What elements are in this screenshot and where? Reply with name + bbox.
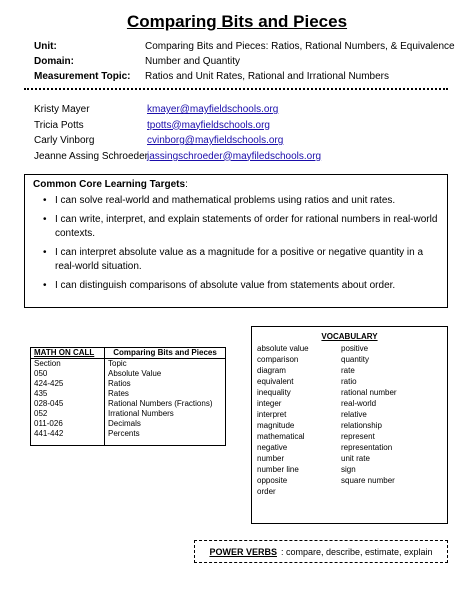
table-header-row	[31, 348, 226, 359]
vocabulary-term: mathematical	[257, 432, 305, 441]
vocabulary-term: number	[257, 454, 285, 463]
vocabulary-term: positive	[341, 344, 369, 353]
contact-email-link[interactable]: tpotts@mayfieldschools.org	[147, 119, 270, 131]
vocabulary-term: magnitude	[257, 421, 295, 430]
measurement-topic-row	[34, 69, 455, 84]
bullet-icon: •	[43, 280, 47, 291]
measurement-topic-value: Ratios and Unit Rates, Rational and Irrational Numbers	[145, 71, 390, 82]
vocabulary-columns	[252, 343, 447, 497]
section-cell: 028-045	[31, 399, 105, 409]
contact-item	[34, 118, 321, 134]
section-cell: 435	[31, 389, 105, 399]
learning-target-item: • I can solve real-world and mathematical problems using ratios and unit rates.	[43, 195, 396, 206]
learning-target-item: • I can interpret absolute value as a magnitude for a positive or negative quantity in a real-world situation.	[43, 247, 424, 272]
table-row	[31, 429, 226, 439]
learning-target-item: • I can distinguish comparisons of absolute value from statements about order.	[43, 280, 396, 291]
vocabulary-term: opposite	[257, 476, 288, 485]
power-verbs-label: POWER VERBS	[209, 546, 277, 557]
vocabulary-term: equivalent	[257, 377, 294, 386]
contact-email-link[interactable]: cvinborg@mayfieldschools.org	[147, 135, 284, 146]
domain-value: Number and Quantity	[145, 56, 241, 67]
vocabulary-term: comparison	[257, 355, 299, 364]
topic-cell: Decimals	[105, 419, 226, 429]
table-row	[31, 419, 226, 429]
vocabulary-term: inequality	[257, 388, 291, 397]
vocabulary-term: negative	[257, 443, 288, 452]
unit-header: Comparing Bits and Pieces	[105, 348, 226, 359]
vocabulary-title: VOCABULARY	[321, 332, 378, 341]
page-title: Comparing Bits and Pieces	[126, 12, 348, 31]
table-spacer-row	[31, 439, 226, 445]
topic-cell: Rates	[105, 389, 226, 399]
contact-name: Carly Vinborg	[34, 135, 95, 146]
learning-target-item: • I can write, interpret, and explain statements of order for rational numbers in real-world contexts.	[43, 214, 438, 239]
learning-targets-box	[24, 174, 448, 308]
vocabulary-term: rate	[341, 366, 355, 375]
unit-row	[34, 39, 455, 54]
contact-item	[34, 149, 321, 165]
contact-email-link[interactable]: jassingschroeder@mayfiledschools.org	[147, 150, 322, 162]
table-row	[31, 379, 226, 389]
vocabulary-term: represent	[341, 432, 375, 441]
vocabulary-term: relative	[341, 410, 367, 419]
vocabulary-term: sign	[341, 465, 356, 474]
vocabulary-term: order	[257, 487, 276, 496]
topic-cell: Rational Numbers (Fractions)	[105, 399, 226, 409]
domain-row	[34, 54, 455, 69]
contact-email-link[interactable]: kmayer@mayfieldschools.org	[147, 104, 279, 115]
vocabulary-term: square number	[341, 476, 395, 485]
section-cell: 441-442	[31, 429, 105, 439]
vocabulary-term: unit rate	[341, 454, 370, 463]
contact-item	[34, 102, 321, 118]
table-row	[31, 409, 226, 419]
table-row	[31, 389, 226, 399]
table-row	[31, 399, 226, 409]
domain-label: Domain:	[34, 56, 74, 67]
vocabulary-term: interpret	[257, 410, 287, 419]
topic-cell: Percents	[105, 429, 226, 439]
vocabulary-term: integer	[257, 399, 282, 408]
vocabulary-term: real-world	[341, 399, 377, 408]
unit-label: Unit:	[34, 41, 57, 52]
table-row	[31, 369, 226, 379]
section-cell: 052	[31, 409, 105, 419]
power-verbs-box	[194, 540, 448, 563]
vocabulary-term: quantity	[341, 355, 370, 364]
section-cell: 050	[31, 369, 105, 379]
vocabulary-term: representation	[341, 443, 393, 452]
power-verbs-text: : compare, describe, estimate, explain	[280, 546, 433, 557]
vocabulary-left-column	[257, 343, 341, 497]
vocabulary-term: number line	[257, 465, 299, 474]
contact-name: Kristy Mayer	[34, 104, 90, 115]
vocabulary-term: ratio	[341, 377, 357, 386]
unit-value: Comparing Bits and Pieces: Ratios, Rational Numbers, & Equivalence	[145, 41, 455, 52]
vocabulary-term: rational number	[341, 388, 397, 397]
vocabulary-term: absolute value	[257, 344, 309, 353]
vocabulary-box	[251, 326, 448, 524]
bullet-icon: •	[43, 195, 47, 206]
contact-item	[34, 133, 321, 149]
math-on-call-header: MATH ON CALL	[31, 348, 105, 359]
topic-cell: Absolute Value	[105, 369, 226, 379]
topic-cell: Irrational Numbers	[105, 409, 226, 419]
section-cell: 424-425	[31, 379, 105, 389]
bullet-icon: •	[43, 247, 47, 258]
unit-info	[34, 39, 455, 84]
measurement-topic-label: Measurement Topic:	[34, 71, 131, 82]
math-on-call-table	[30, 347, 226, 446]
vocabulary-right-column	[341, 343, 397, 497]
section-column-header: Section	[31, 359, 105, 370]
learning-targets-list	[33, 194, 439, 293]
topic-column-header: Topic	[105, 359, 226, 370]
learning-targets-heading: Common Core Learning Targets:	[33, 179, 188, 190]
dotted-divider	[24, 88, 448, 90]
vocabulary-term: diagram	[257, 366, 286, 375]
contact-name: Tricia Potts	[34, 119, 84, 131]
table-subheader-row	[31, 359, 226, 370]
topic-cell: Ratios	[105, 379, 226, 389]
contact-list	[34, 102, 321, 164]
section-cell: 011-026	[31, 419, 105, 429]
vocabulary-term: relationship	[341, 421, 382, 430]
contact-name: Jeanne Assing Schroeder	[34, 150, 148, 162]
bullet-icon: •	[43, 214, 47, 225]
